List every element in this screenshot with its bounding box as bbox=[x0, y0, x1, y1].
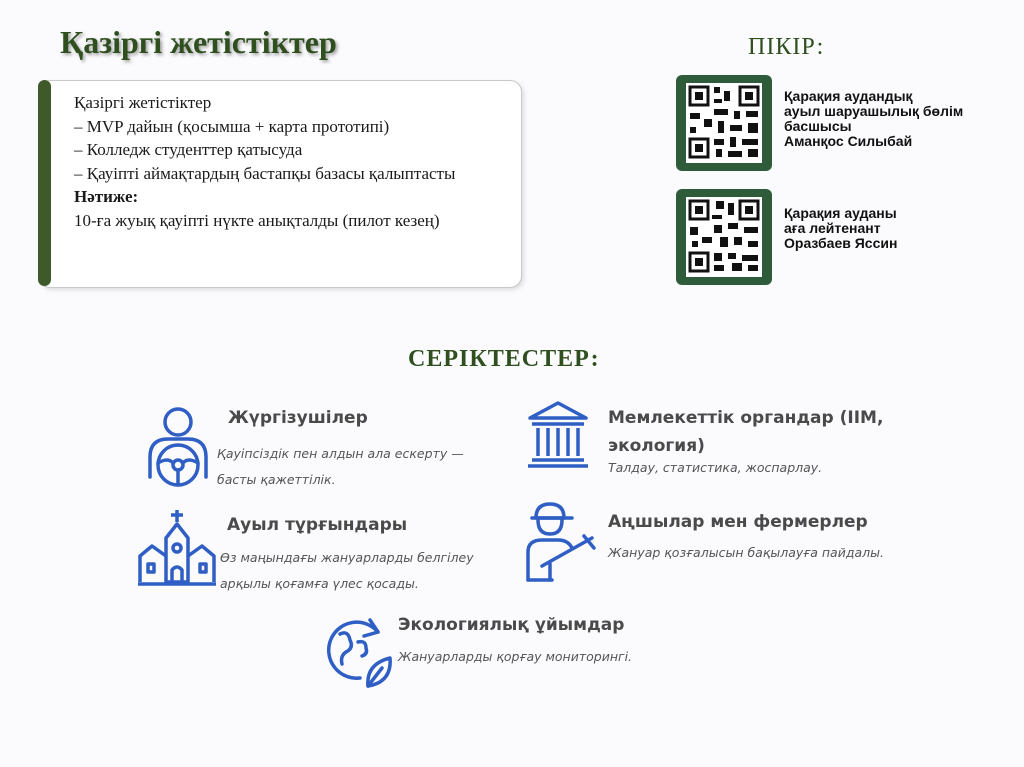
achievement-item: – Қауіпті аймақтардың бастапқы базасы қалыптасты bbox=[74, 163, 456, 183]
partner-drivers-name: Жүргізушілер bbox=[228, 408, 368, 428]
partner-residents-name: Ауыл тұрғындары bbox=[227, 515, 408, 535]
partner-hunters-desc: Жануар қозғалысын бақылауға пайдалы. bbox=[608, 545, 884, 560]
feedback-title: ПІКІР: bbox=[748, 34, 825, 60]
qr-label-2: Қарақия ауданы аға лейтенант Оразбаев Яссин bbox=[784, 205, 898, 251]
partner-hunters-name: Аңшылар мен фермерлер bbox=[608, 512, 868, 532]
partner-gov-desc: Талдау, статистика, жоспарлау. bbox=[608, 460, 823, 475]
result-text: 10-ға жуық қауіпті нүкте анықталды (пилот кезең) bbox=[74, 210, 440, 230]
result-label: Нәтиже: bbox=[74, 187, 139, 206]
partner-eco-desc: Жануарларды қорғау мониторингі. bbox=[398, 649, 633, 664]
partners-title: СЕРІКТЕСТЕР: bbox=[408, 346, 600, 372]
page-title: Қазіргі жетістіктер bbox=[60, 24, 337, 60]
partner-gov-name: Мемлекеттік органдар (ІІМ, экология) bbox=[608, 408, 884, 456]
hunter-icon bbox=[524, 502, 596, 584]
achievements-accent-bar bbox=[38, 80, 51, 286]
qr-code-1[interactable] bbox=[676, 75, 772, 171]
achievement-item: – MVP дайын (қосымша + карта прототипі) bbox=[74, 116, 390, 136]
qr-code-icon bbox=[686, 83, 762, 163]
government-building-icon bbox=[526, 400, 590, 470]
church-icon bbox=[136, 508, 218, 586]
partner-residents-desc: Өз маңындағы жануарларды белгілеу арқылы қоғамға үлес қосады. bbox=[220, 550, 474, 591]
achievements-heading: Қазіргі жетістіктер bbox=[74, 93, 212, 112]
qr-pattern bbox=[686, 83, 762, 163]
partner-drivers-desc: Қауіпсіздік пен алдын ала ескерту — басты қажеттілік. bbox=[217, 446, 464, 487]
partner-eco-name: Экологиялық ұйымдар bbox=[398, 615, 625, 635]
qr-label-1: Қарақия аудандық ауыл шаруашылық бөлім басшысы Аманқос Силыбай bbox=[784, 88, 964, 149]
qr-pattern bbox=[686, 197, 762, 277]
achievements-content bbox=[74, 91, 514, 232]
qr-code-2[interactable] bbox=[676, 189, 772, 285]
qr-code-icon bbox=[686, 197, 762, 277]
globe-leaf-icon bbox=[320, 612, 396, 690]
driver-icon bbox=[144, 405, 212, 491]
achievement-item: – Колледж студенттер қатысуда bbox=[74, 140, 303, 159]
